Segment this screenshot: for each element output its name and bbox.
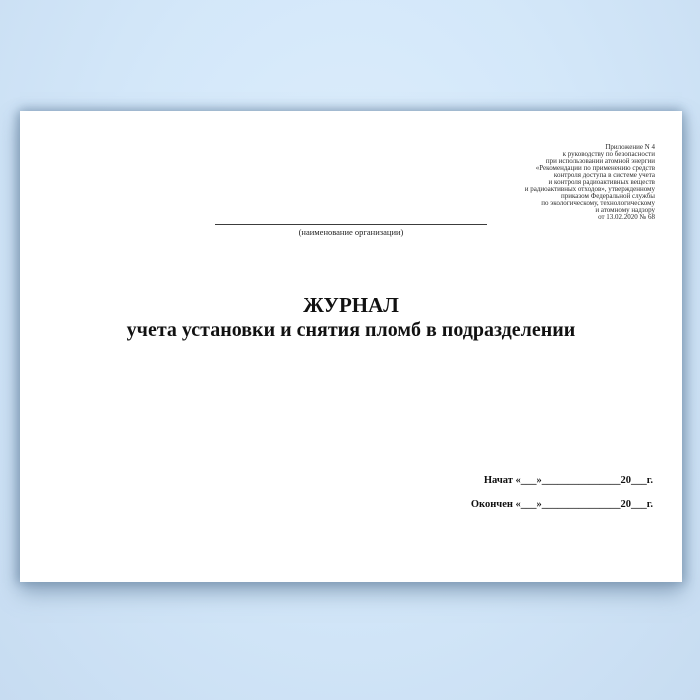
journal-title-subtitle: учета установки и снятия пломб в подразделении [126,319,576,341]
date-started-line: Начат «___»_______________20___г. [483,475,653,486]
approval-line: от 13.02.2020 № 68 [598,213,655,221]
approval-line: по экологическому, технологическому [541,199,655,207]
journal-title-main: ЖУРНАЛ [303,293,399,317]
journal-cover-sheet [20,111,682,582]
organization-name-caption: (наименование организации) [298,227,404,237]
approval-line: при использовании атомной энергии [545,157,655,165]
approval-line: и контроля радиоактивных веществ [548,178,655,186]
date-finished-line: Окончен «___»_______________20___г. [470,499,653,510]
organization-name-field [215,215,487,237]
approval-line: Приложение N 4 [605,143,655,151]
approval-line: к руководству по безопасности [562,150,655,158]
approval-line: «Рекомендации по применению средств [535,164,655,172]
approval-line: приказом Федеральной службы [561,192,655,200]
approval-line: и радиоактивных отходов», утвержденному [524,185,655,193]
approval-line: и атомному надзору [595,206,655,214]
journal-title [20,292,682,343]
organization-name-blank-line [215,215,487,225]
dates-block [471,475,653,510]
approval-line: контроля доступа в системе учета [553,171,655,179]
approval-block [525,144,655,221]
